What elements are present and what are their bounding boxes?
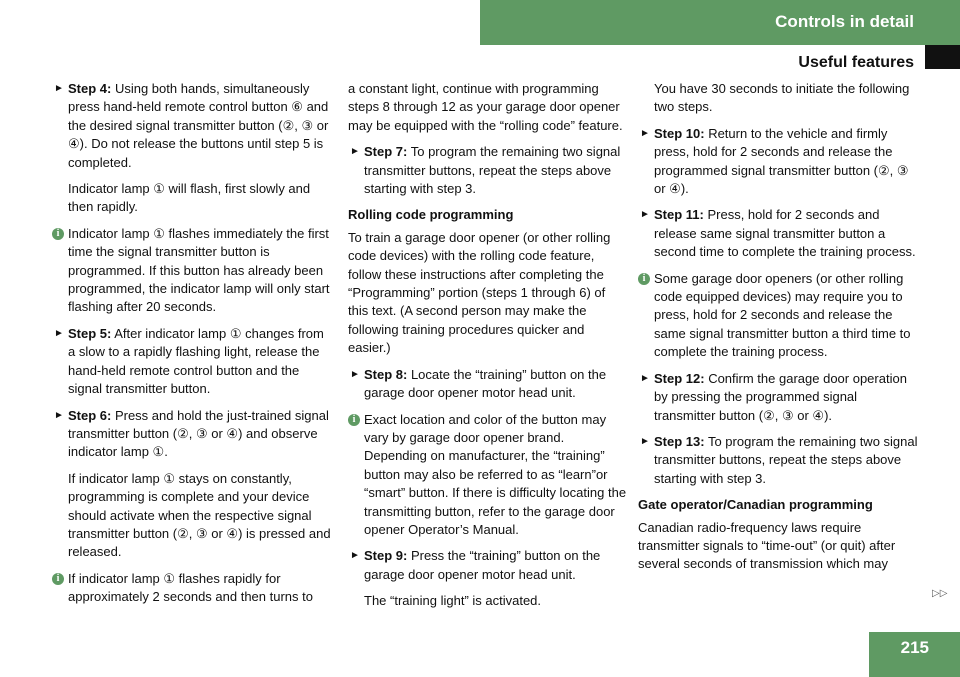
info-text: If indicator lamp ① flashes rapidly for approximately 2 seconds and then turns to [68,570,313,605]
section-heading: Rolling code programming [348,207,514,223]
arrow-icon: ► [350,146,360,158]
info-note [52,225,334,317]
info-icon: i [348,414,360,426]
info-text: Indicator lamp ① flashes immediately the first time the signal transmitter button is programmed. If this button has already been programmed, the indicator lamp will only start flashing after 20 seconds. [68,225,330,315]
arrow-icon: ► [640,435,650,447]
arrow-icon: ► [640,372,650,384]
info-note [348,411,628,540]
step-text: After indicator lamp ① changes from a slow to a rapidly flashing light, release the hand-held remote control button and the signal transmitter button. [68,325,324,397]
arrow-icon: ► [54,409,64,421]
step-text: Press the “training” button on the garage door opener motor head unit. [364,548,601,582]
step-8 [348,366,628,403]
arrow-icon: ► [54,327,64,339]
step-5 [52,325,334,399]
section-heading: Gate operator/Canadian programming [638,497,873,513]
step-label: Step 7: [364,144,408,160]
step-6 [52,407,334,462]
step-text: Return to the vehicle and firmly press, hold for 2 seconds and release the programmed signal transmitter button (②, ③ or ④). [654,125,909,197]
info-note [52,570,334,607]
step-9 [348,547,628,584]
arrow-icon: ► [350,550,360,562]
arrow-icon: ► [640,127,650,139]
chapter-title: Controls in detail [775,12,914,31]
info-icon: i [52,573,64,585]
column-1 [52,80,334,615]
step-4 [52,80,334,172]
info-icon: i [52,228,64,240]
step-text: To program the remaining two signal transmitter buttons, repeat the steps above starting with step 3. [364,144,621,197]
page-number: 215 [900,638,929,657]
step-11 [638,206,918,261]
arrow-icon: ► [350,368,360,380]
step-label: Step 6: [68,407,112,423]
step-7 [348,143,628,198]
step-text: Using both hands, simultaneously press hand-held remote control button ⑥ and the desired signal transmitter button (②, ③ or ④). Do not release the buttons until step 5 is completed. [68,81,329,170]
step-text: Locate the “training” button on the garage door opener motor head unit. [364,366,607,401]
step-10 [638,125,918,199]
continued-text: You have 30 seconds to initiate the following two steps. [654,81,910,115]
step-label: Step 10: [654,125,705,141]
continue-arrow-icon: ▷▷ [932,588,948,599]
info-text: Some garage door openers (or other rolling code equipped devices) may require you to press, hold for 2 seconds and release the same signal transmitter button a third time to complete the training process. [654,270,911,360]
section-title: Useful features [798,54,914,71]
step-text: Confirm the garage door operation by pressing the programmed signal transmitter button (②, ③ or ④). [654,370,907,423]
step-label: Step 9: [364,548,408,564]
step-label: Step 4: [68,81,112,96]
step-12 [638,370,918,425]
arrow-icon: ► [640,209,650,221]
step-label: Step 13: [654,433,705,449]
section-marker [925,45,960,69]
step-text: Press, hold for 2 seconds and release same signal transmitter button a second time to complete the training process. [654,207,916,260]
column-3 [638,80,918,582]
step-13 [638,433,918,488]
step-4-note: Indicator lamp ① will flash, first slowly and then rapidly. [68,181,311,215]
paragraph: Canadian radio-frequency laws require transmitter signals to “time-out” (or quit) after several seconds of transmission which may [638,519,896,572]
continued-text: a constant light, continue with programming steps 8 through 12 as your garage door opener may be equipped with the “rolling code” feature. [348,81,623,133]
step-label: Step 11: [654,207,704,223]
info-note [638,270,918,362]
arrow-icon: ► [54,83,64,94]
column-2 [348,80,628,619]
step-label: Step 5: [68,325,112,341]
step-6-note: If indicator lamp ① stays on constantly, programming is complete and your device should activate when the respective signal transmitter button (②, ③ or ④) is pressed and released. [68,470,331,560]
step-text: To program the remaining two signal transmitter buttons, repeat the steps above starting with step 3. [654,433,918,486]
info-icon: i [638,273,650,285]
step-9-note: The “training light” is activated. [364,593,542,609]
step-label: Step 8: [364,366,408,382]
paragraph: To train a garage door opener (or other rolling code devices) with the rolling code feature, follow these instructions after completing the “Programming” portion (steps 1 through 6) of this text. (A second person may make the following training procedures quicker and easier.) [348,229,611,356]
step-label: Step 12: [654,370,705,386]
step-text: Press and hold the just-trained signal transmitter button (②, ③ or ④) and observe indicator lamp ①. [68,407,329,460]
info-text: Exact location and color of the button may vary by garage door opener brand. Depending on manufacturer, the “training” button may also be referred to as “learn”or “smart” button. If there is difficulty locating the transmitting button, refer to the garage door opener Operator’s Manual. [364,411,627,537]
